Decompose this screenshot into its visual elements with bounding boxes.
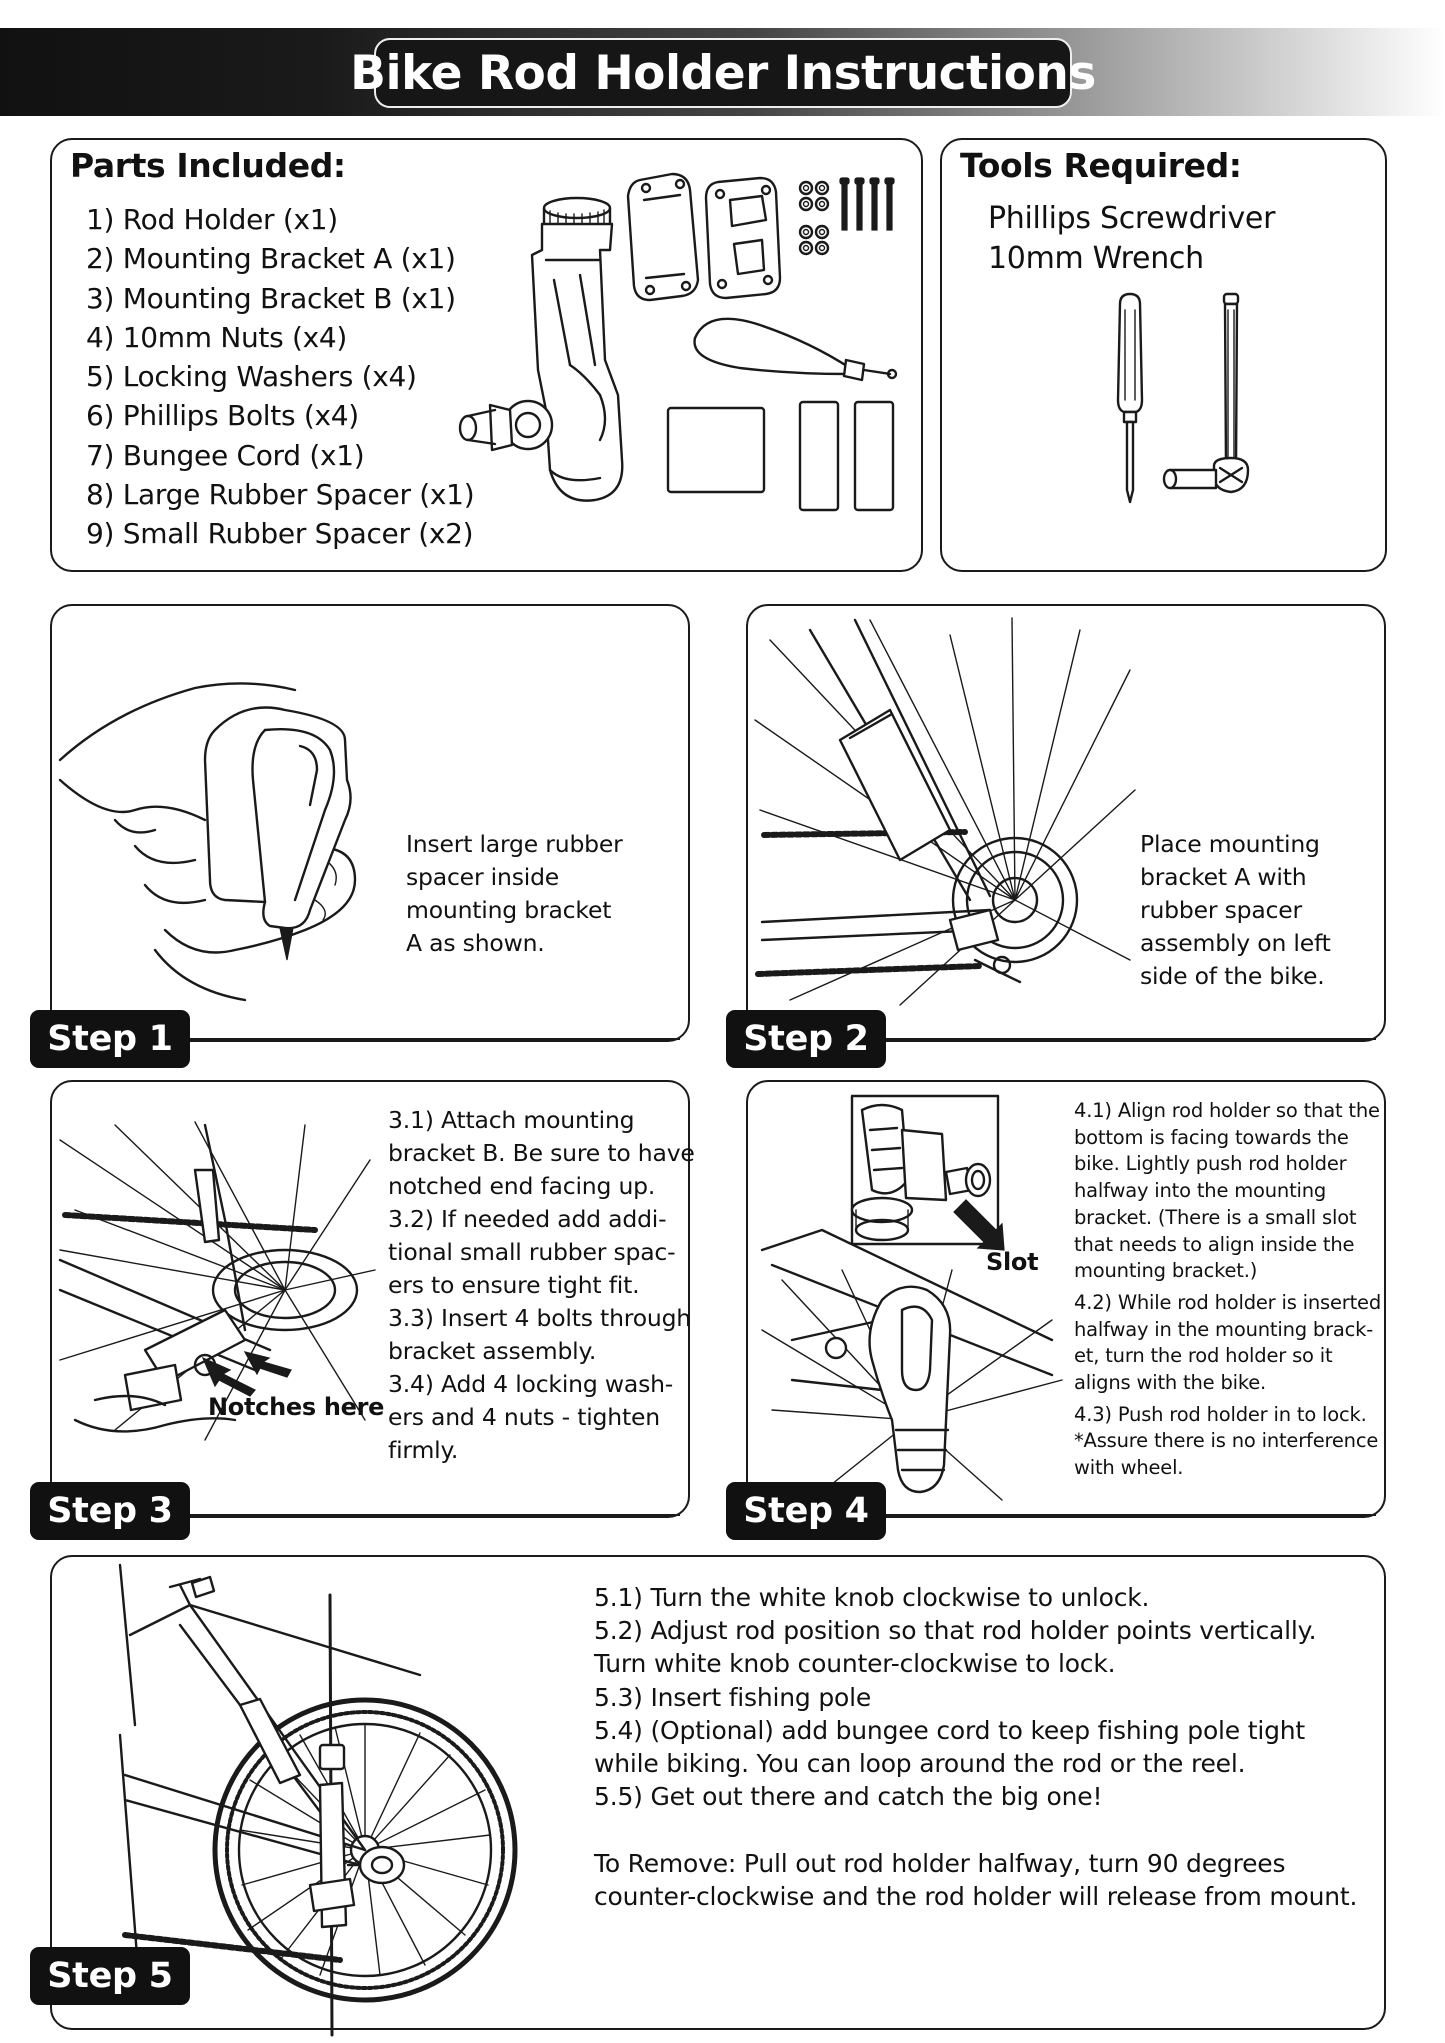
instruction-line: tional small rubber spac- <box>388 1238 676 1266</box>
list-item: 5) Locking Washers (x4) <box>86 360 417 394</box>
instruction-line: *Assure there is no interference <box>1074 1429 1379 1453</box>
instruction-line: 5.5) Get out there and catch the big one! <box>594 1782 1103 1812</box>
page-title: Bike Rod Holder Instructions <box>374 38 1072 108</box>
parts-heading: Parts Included: <box>70 146 346 185</box>
instruction-line: bracket. (There is a small slot <box>1074 1205 1357 1229</box>
list-item: 8) Large Rubber Spacer (x1) <box>86 478 475 512</box>
instruction-line: bike. Lightly push rod holder <box>1074 1152 1347 1176</box>
instruction-line: bracket assembly. <box>388 1337 597 1365</box>
step3-tab-line <box>190 1514 680 1516</box>
step5-text <box>594 1581 1357 1913</box>
step5-illustration <box>120 1565 540 2005</box>
bracket-a-drawing <box>628 174 698 300</box>
step4-text <box>1074 1098 1381 1482</box>
instruction-line: rubber spacer <box>1140 896 1302 924</box>
step4-callout: Slot <box>986 1248 1039 1276</box>
instruction-line: 5.4) (Optional) add bungee cord to keep fishing pole tight <box>594 1715 1305 1745</box>
instruction-line: 4.3) Push rod holder in to lock. <box>1074 1402 1367 1426</box>
step2-tab-line <box>886 1038 1376 1040</box>
instruction-line: Place mounting <box>1140 830 1320 858</box>
instruction-line: mounting bracket <box>406 896 612 924</box>
instruction-line: with wheel. <box>1074 1456 1184 1480</box>
instruction-line: 4.1) Align rod holder so that the <box>1074 1099 1380 1122</box>
step1-text <box>406 828 623 960</box>
rod-holder-drawing <box>460 198 622 501</box>
remove-instruction-line: counter-clockwise and the rod holder will release from mount. <box>594 1881 1358 1911</box>
nuts-washers-drawing <box>800 182 828 254</box>
step3-callout: Notches here <box>208 1393 385 1421</box>
list-item: 9) Small Rubber Spacer (x2) <box>86 517 474 551</box>
instruction-line: 4.2) While rod holder is inserted <box>1074 1290 1382 1314</box>
small-spacer-drawing <box>800 402 838 510</box>
instruction-line: notched end facing up. <box>388 1172 656 1200</box>
list-item: Phillips Screwdriver <box>988 201 1276 236</box>
step2-tab: Step 2 <box>726 1010 886 1068</box>
instruction-line: assembly on left <box>1140 929 1331 957</box>
instruction-line: Turn white knob counter-clockwise to lock. <box>594 1649 1116 1679</box>
instruction-line: that needs to align inside the <box>1074 1232 1355 1256</box>
instruction-line: spacer inside <box>406 863 560 891</box>
instruction-line: et, turn the rod holder so it <box>1074 1344 1333 1368</box>
instruction-line: 5.3) Insert fishing pole <box>594 1682 872 1712</box>
list-item: 4) 10mm Nuts (x4) <box>86 320 348 354</box>
instruction-line: bracket A with <box>1140 863 1307 891</box>
small-spacer-drawing <box>855 402 893 510</box>
instruction-line: 3.2) If needed add addi- <box>388 1205 667 1233</box>
instruction-line: firmly. <box>388 1436 459 1464</box>
parts-illustration <box>450 160 910 520</box>
instruction-line: 5.1) Turn the white knob clockwise to unlock. <box>594 1583 1150 1612</box>
instruction-line: while biking. You can loop around the rod or the reel. <box>594 1749 1246 1779</box>
instruction-line: ers to ensure tight fit. <box>388 1271 640 1299</box>
list-item: 7) Bungee Cord (x1) <box>86 438 365 472</box>
parts-list <box>86 200 474 554</box>
bolts-drawing <box>840 178 894 230</box>
instruction-line: mounting bracket.) <box>1074 1259 1258 1283</box>
large-spacer-drawing <box>668 408 764 492</box>
remove-instruction-line: To Remove: Pull out rod holder halfway, turn 90 degrees <box>594 1848 1286 1878</box>
screwdriver-drawing <box>1118 294 1142 502</box>
bracket-b-drawing <box>706 178 780 298</box>
step5-tab: Step 5 <box>30 1947 190 2005</box>
wrench-drawing <box>1164 294 1248 492</box>
step4-tab-line <box>886 1514 1376 1516</box>
step3-text <box>388 1104 695 1467</box>
instruction-line: Insert large rubber <box>406 830 623 858</box>
step2-text <box>1140 828 1331 993</box>
instruction-line: 3.1) Attach mounting <box>388 1106 635 1134</box>
instruction-line: side of the bike. <box>1140 962 1325 990</box>
instruction-line: halfway in the mounting brack- <box>1074 1317 1374 1341</box>
instruction-line: ers and 4 nuts - tighten <box>388 1403 660 1431</box>
instruction-line: 3.4) Add 4 locking wash- <box>388 1370 674 1398</box>
instruction-line: A as shown. <box>406 929 545 957</box>
instruction-line: bracket B. Be sure to have <box>388 1139 695 1167</box>
instruction-line: halfway into the mounting <box>1074 1179 1327 1203</box>
step2-illustration <box>750 610 1140 1010</box>
list-item: 10mm Wrench <box>988 241 1204 276</box>
step1-tab-line <box>190 1038 680 1040</box>
step3-tab: Step 3 <box>30 1482 190 1540</box>
list-item: 1) Rod Holder (x1) <box>86 203 338 236</box>
tools-heading: Tools Required: <box>960 146 1242 185</box>
step1-illustration <box>55 670 385 1010</box>
list-item: 3) Mounting Bracket B (x1) <box>86 281 456 315</box>
step4-tab: Step 4 <box>726 1482 886 1540</box>
list-item: 2) Mounting Bracket A (x1) <box>86 242 456 276</box>
instruction-line: aligns with the bike. <box>1074 1371 1267 1395</box>
instruction-line: 5.2) Adjust rod position so that rod holder points vertically. <box>594 1616 1317 1646</box>
tools-list <box>988 199 1275 279</box>
list-item: 6) Phillips Bolts (x4) <box>86 399 359 433</box>
bungee-cord-drawing <box>695 319 896 380</box>
tools-illustration <box>1100 290 1260 520</box>
instruction-line: 3.3) Insert 4 bolts through <box>388 1304 691 1332</box>
step4-illustration <box>752 1090 1072 1510</box>
step1-tab: Step 1 <box>30 1010 190 1068</box>
instruction-line: bottom is facing towards the <box>1074 1125 1349 1149</box>
